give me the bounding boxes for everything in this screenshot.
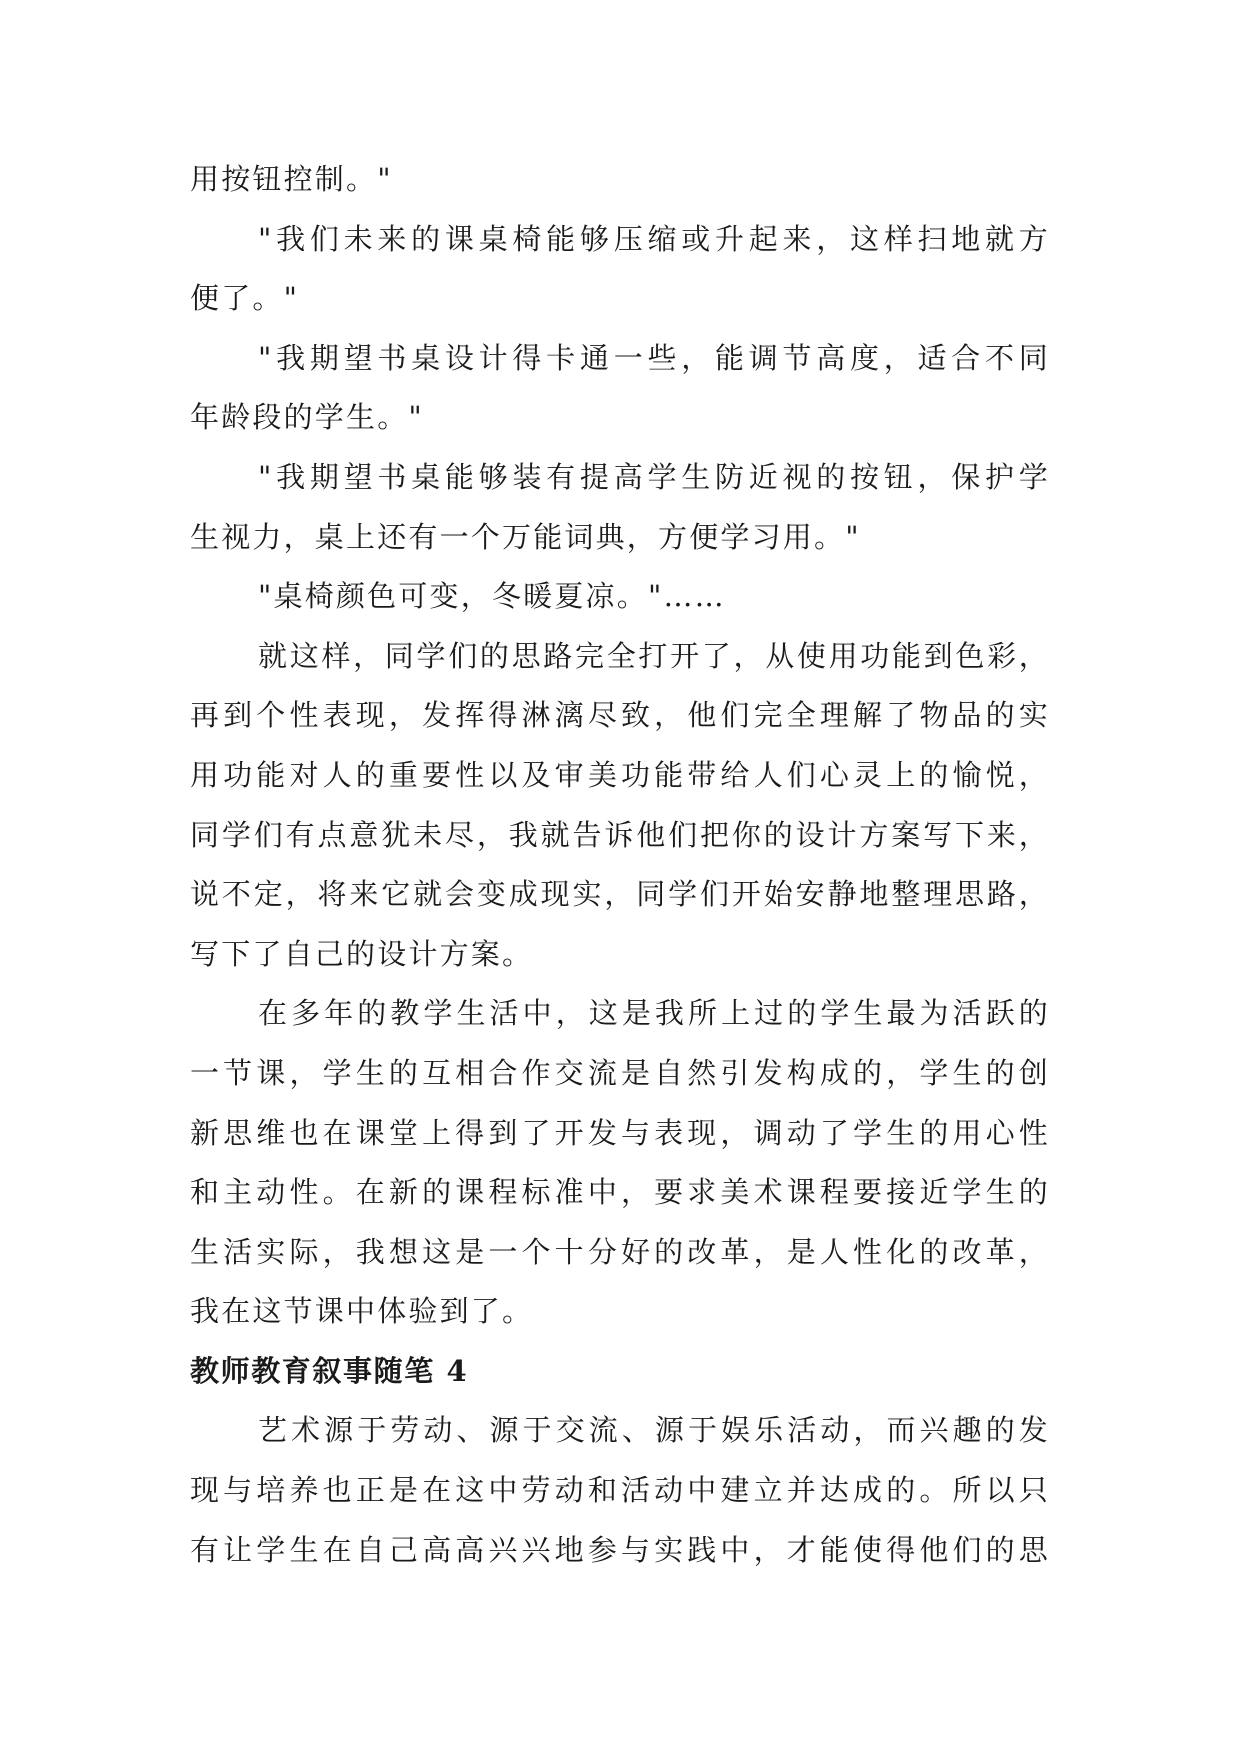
paragraph-line: 说不定，将来它就会变成现实，同学们开始安静地整理思路，	[190, 877, 1050, 912]
paragraph-line: 我在这节课中体验到了。	[190, 1294, 534, 1329]
paragraph-line: 生活实际，我想这是一个十分好的改革，是人性化的改革，	[190, 1234, 1050, 1269]
paragraph-line: 便了。"	[190, 281, 300, 316]
paragraph-line: 年龄段的学生。"	[190, 400, 424, 435]
paragraph-line: 新思维也在课堂上得到了开发与表现，调动了学生的用心性	[190, 1115, 1050, 1150]
section-heading: 教师教育叙事随笔 4	[190, 1353, 469, 1388]
paragraph-line: 用按钮控制。"	[190, 162, 393, 196]
paragraph-line: 用功能对人的重要性以及审美功能带给人们心灵上的愉悦，	[190, 757, 1050, 792]
paragraph-line: 生视力，桌上还有一个万能词典，方便学习用。"	[190, 519, 861, 554]
paragraph-line: 现与培养也正是在这中劳动和活动中建立并达成的。所以只	[190, 1473, 1050, 1508]
paragraph-line: 一节课，学生的互相合作交流是自然引发构成的，学生的创	[190, 1055, 1050, 1090]
paragraph-line: 再到个性表现，发挥得淋漓尽致，他们完全理解了物品的实	[190, 698, 1050, 733]
paragraph-line: "桌椅颜色可变，冬暖夏凉。"……	[258, 579, 726, 614]
paragraph-line: "我们未来的课桌椅能够压缩或升起来，这样扫地就方	[258, 221, 1050, 256]
paragraph-line: 和主动性。在新的课程标准中，要求美术课程要接近学生的	[190, 1175, 1050, 1210]
paragraph-line: 有让学生在自己高高兴兴地参与实践中，才能使得他们的思	[190, 1532, 1050, 1567]
paragraph-line: "我期望书桌能够装有提高学生防近视的按钮，保护学	[258, 459, 1050, 494]
paragraph-line: 就这样，同学们的思路完全打开了，从使用功能到色彩，	[258, 638, 1050, 673]
paragraph-line: 艺术源于劳动、源于交流、源于娱乐活动，而兴趣的发	[258, 1413, 1050, 1448]
paragraph-line: 在多年的教学生活中，这是我所上过的学生最为活跃的	[258, 996, 1050, 1031]
document-page	[190, 150, 1050, 1580]
paragraph-line: 写下了自己的设计方案。	[190, 936, 534, 971]
paragraph-line: 同学们有点意犹未尽，我就告诉他们把你的设计方案写下来，	[190, 817, 1050, 852]
paragraph-line: "我期望书桌设计得卡通一些，能调节高度，适合不同	[258, 340, 1050, 375]
